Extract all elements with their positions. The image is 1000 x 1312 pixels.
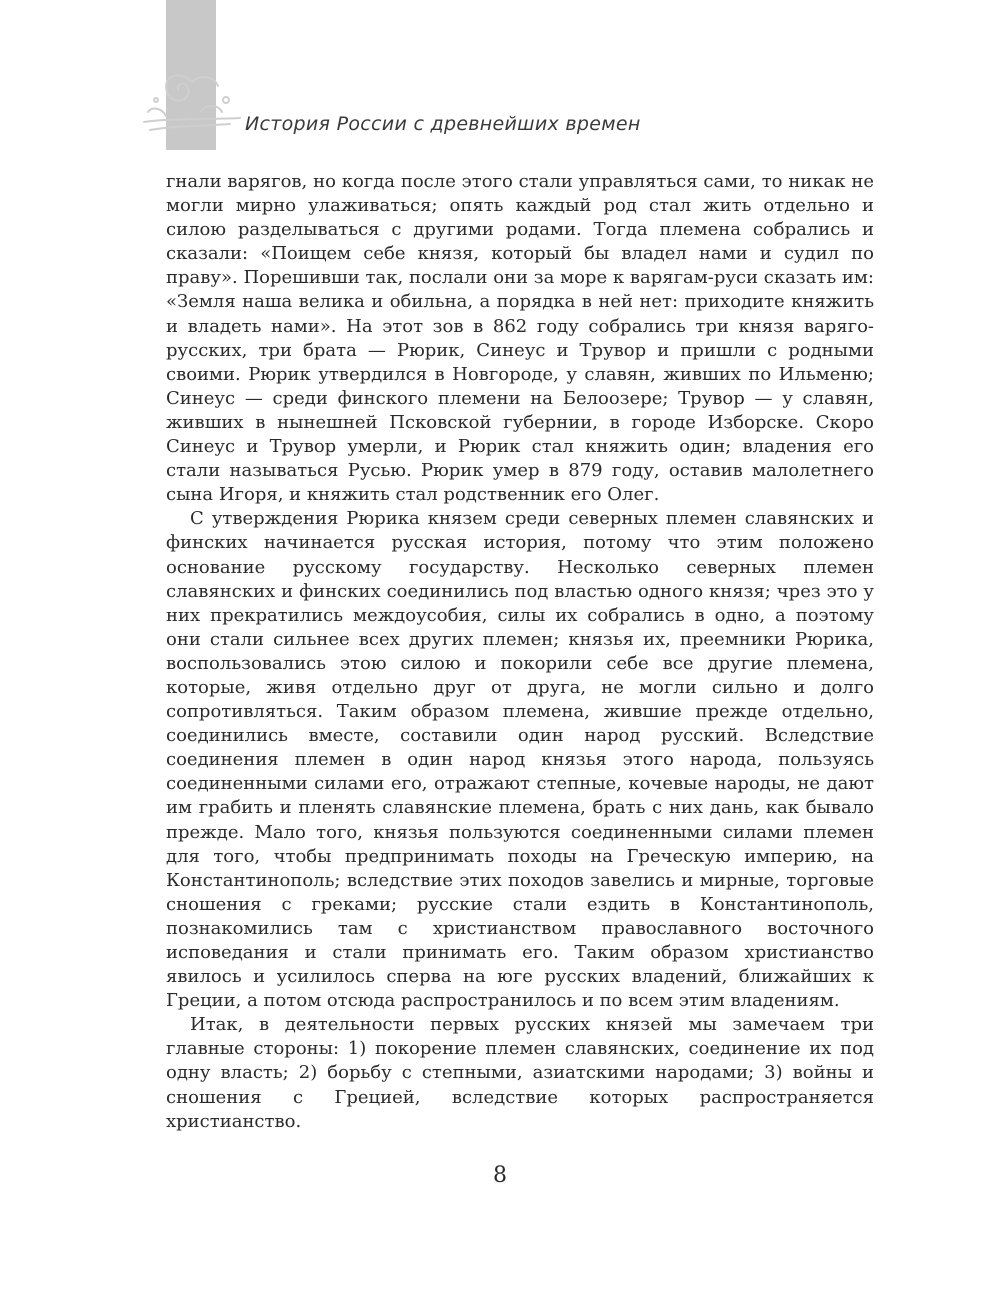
paragraph: С утверждения Рюрика князем среди северных племен славянских и финских начинается русская история, потому что этим положено основание русскому государству. Несколько северных племен славянских и финских соединились под властью одного князя; чрез это у них прекратились междоусобия, силы их собрались в одно, а поэтому они стали сильнее всех других племен; князья их, преемники Рюрика, воспользовались этою силою и покорили себе все другие племена, которые, живя отдельно друг от друга, не могли сильно и долго сопротивляться. Таким образом племена, жившие прежде отдельно, соединились вместе, составили один народ русский. Вследствие соединения племен в один народ князья этого народа, пользуясь соединенными силами его, отражают степные, кочевые народы, не дают им грабить и пленять славянские племена, брать с них дань, как бывало прежде. Мало того, князья пользуются соединенными силами племен для того, чтобы предпринимать походы на Греческую империю, на Константинополь; вследствие этих походов завелись и мирные, торговые сношения с греками; русские стали ездить в Константинополь, познакомились там с христианством православного восточного исповедания и стали принимать его. Таким образом христианство явилось и усилилось сперва на юге русских владений, ближайших к Греции, а потом отсюда распространилось и по всем этим владениям. [166,508,874,1012]
page-number: 8 [493,1163,507,1188]
body-text [166,170,874,1134]
paragraph: гнали варягов, но когда после этого стали управляться сами, то никак не могли мирно улаживаться; опять каждый род стал жить отдельно и силою разделываться с другими родами. Тогда племена собрались и сказали: «Поищем себе князя, который бы владел нами и судил по праву». Порешивши так, послали они за море к варягам-руси сказать им: «Земля наша велика и обильна, а порядка в ней нет: приходите княжить и владеть нами». На этот зов в 862 году собрались три князя варяго-русских, три брата — Рюрик, Синеус и Трувор и пришли с родными своими. Рюрик утвердился в Новгороде, у славян, живших по Ильменю; Синеус — среди финского племени на Белоозере; Трувор — у славян, живших в нынешней Псковской губернии, в городе Изборске. Скоро Синеус и Трувор умерли, и Рюрик стал княжить один; владения его стали называться Русью. Рюрик умер в 879 году, оставив малолетнего сына Игоря, и княжить стал родственник его Олег. [166,171,874,506]
running-head-title: История России с древнейших времен [245,113,641,135]
paragraph: Итак, в деятельности первых русских князей мы замечаем три главные стороны: 1) покорение племен славянских, соединение их под одну власть; 2) борьбу с степными, азиатскими народами; 3) войны и сношения с Грецией, вследствие которых распространяется христианство. [166,1014,874,1132]
floral-ornament-icon [130,60,250,140]
